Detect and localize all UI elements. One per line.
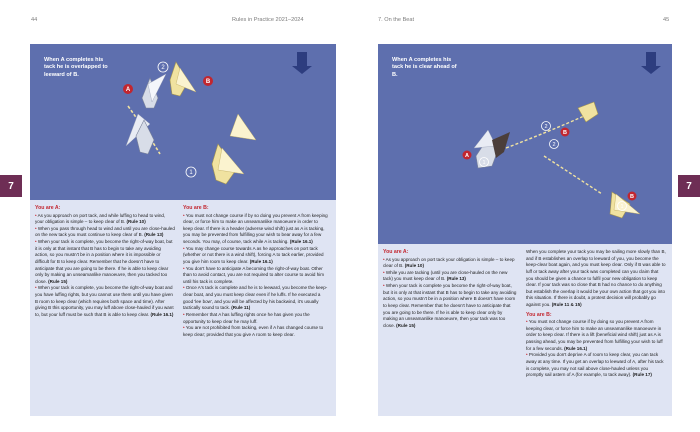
list-item: • You must not change course if by so doing you prevent A from keeping clear, or force him to make an unseamanlike manoeuvre in order to keep clear. If there is a header (adverse wind shift) just as A is tacking, you may be prevented from fulfilling your wish to bear away for a few seconds. You may, of course, tack while A is tacking. (Rule 16.1) xyxy=(183,212,328,245)
boats-illustration-right xyxy=(378,44,672,244)
position-1-label-right-2: 1 xyxy=(620,204,624,210)
list-item: • Remember that A has luffing rights once he has given you the opportunity to keep clear he may luff. xyxy=(183,311,310,324)
running-header-left: Rules in Practice 2021–2024 xyxy=(232,17,304,23)
list-item: • Once A's tack is complete and he is to leeward, you become the keep-clear boat, and you must keep clear even if he luffs. If he executed a good 'lee bow', and you will be affected by his backwind, it's usually tactically sound to tack. (Rule 11) xyxy=(183,285,328,311)
diagram-caption-right: When A completes his tack he is clear ahead of B. xyxy=(392,57,457,78)
running-header-right: 7. On the Beat xyxy=(378,17,415,23)
boat-a-label-left: A xyxy=(125,87,131,93)
left-page xyxy=(0,0,349,432)
list-item-continued: When you complete your tack you may be sailing more slowly than B, and if B establishes an overlap to leeward of you, you become the keep-clear boat again, and you must keep clear. Only if B was able to luff or tack away after your tack was completed can you claim that you should be given a chance to fulfil your new obligation to keep clear. If your tack was so close that B had no chance to do anything but establish the overlap it would be your own action that got you into this situation. If there is doubt, a protest decision will probably go against you. (Rule 11 & 15) xyxy=(526,249,666,307)
boat-b-label-right-2: B xyxy=(630,194,634,200)
position-2-label-right: 2 xyxy=(552,142,556,148)
chapter-tab-right: 7 xyxy=(678,175,700,197)
diagram-caption-left: When A completes his tack he is overlapped to leeward of B. xyxy=(44,57,108,78)
boat-b-hull xyxy=(170,62,256,184)
wind-arrow-icon xyxy=(641,52,661,74)
you-are-b-column-right xyxy=(526,249,666,379)
you-are-a-column-right xyxy=(383,249,517,329)
you-are-a-heading-left: You are A: xyxy=(35,205,61,211)
you-are-b-heading-right: You are B: xyxy=(526,311,552,318)
list-item: • When your tack is complete, you become the right-of-way boat and you have luffing rights, but you cannot use them until you have given B room to keep clear (which requires both space and time). After giving B this opportunity, you may luff above close-hauled if you want to, but your luff must be such that B is able to keep clear. (Rule 16.1) xyxy=(35,285,174,317)
diagram-left xyxy=(30,44,336,200)
list-item: • When your tack is complete you become the right-of-way boat, but it is only at that instant that B has to begin to take any avoiding action, so you mustn't be in a position where B doesn't have room to keep clear. Remember that he doesn't have to anticipate that you are going to be there. If he is able to keep clear only by making an unseamanlike manoeuvre, then your tack was too close. (Rule 15) xyxy=(383,283,517,328)
list-item: • You are not prohibited from tacking, even if A has changed course to keep clear; provided that you give A room to keep clear. xyxy=(183,325,324,337)
list-item: • You don't have to anticipate A becoming the right-of-way boat. Other than to avoid contact, you are not required to alter course to avoid him until his tack is complete. xyxy=(183,265,325,284)
list-item: • When you pass through head to wind and until you are close-hauled on the new tack you must continue to keep clear of B. (Rule 13) xyxy=(35,225,175,238)
boat-a-label-right: A xyxy=(465,153,469,159)
position-1-label-left: 1 xyxy=(189,170,193,176)
page-number-right: 45 xyxy=(663,17,670,23)
position-1-label-right: 1 xyxy=(482,160,486,166)
list-item: • You must not change course if by doing so you prevent A from keeping clear, or force him to make an unseamanlike manoeuvre in order to keep clear. If there is a lift (beneficial wind shift) just as A is passing ahead, you may be prevented from fulfilling your wish to luff for a few seconds. (Rule 16.1) xyxy=(526,319,663,351)
chapter-tab-left: 7 xyxy=(0,175,22,197)
position-2-label-right-2: 2 xyxy=(544,124,548,130)
boat-b-hull xyxy=(578,102,640,218)
you-are-b-heading-left: You are B: xyxy=(183,205,209,211)
list-item: • As you approach on port tack, and while luffing to head to wind, your obligation is simple – to keep clear of B. (Rule 10) xyxy=(35,212,166,225)
list-item: • As you approach on port tack your obligation is simple – to keep clear of B. (Rule 10) xyxy=(383,256,515,269)
list-item: • When your tack is complete, you become the right-of-way boat, but it is only at that instant that B has to begin to take any avoiding action, so you mustn't be in a position where it is impossible or difficult for B to keep clear. Remember that he doesn't have to anticipate that you are going to be there. If he is able to keep clear only by making an unseamanlike manoeuvre, then you tacked too close. (Rule 15) xyxy=(35,239,173,284)
boats-illustration-left xyxy=(30,44,336,200)
position-2-label-left: 2 xyxy=(161,65,165,71)
you-are-a-heading-right: You are A: xyxy=(383,249,409,255)
list-item: • Provided you don't deprive A of room to keep clear, you can tack away at any time. If you get an overlap to leeward of A, after his tack is complete, you may not sail above close-hauled unless you promptly sail astern of A (for example, to tack away). (Rule 17) xyxy=(526,352,664,378)
right-page xyxy=(351,0,700,432)
rules-panel-right xyxy=(378,244,672,416)
boat-b-label-left: B xyxy=(205,79,211,85)
page-number-left: 44 xyxy=(31,17,38,23)
rules-panel-left xyxy=(30,200,336,416)
wind-arrow-icon xyxy=(292,52,312,74)
boat-b-label-right: B xyxy=(563,130,567,136)
diagram-right xyxy=(378,44,672,244)
list-item: • While you are tacking (until you are close-hauled on the new tack) you must keep clear of B. (Rule 13) xyxy=(383,269,508,282)
you-are-b-column-left xyxy=(183,205,329,338)
you-are-a-column-left xyxy=(35,205,175,319)
list-item: • You may change course towards A as he approaches on port tack (whether or not there is a wind shift), forcing A to tack earlier, provided you give him room to keep clear. (Rule 16.1) xyxy=(183,245,324,264)
